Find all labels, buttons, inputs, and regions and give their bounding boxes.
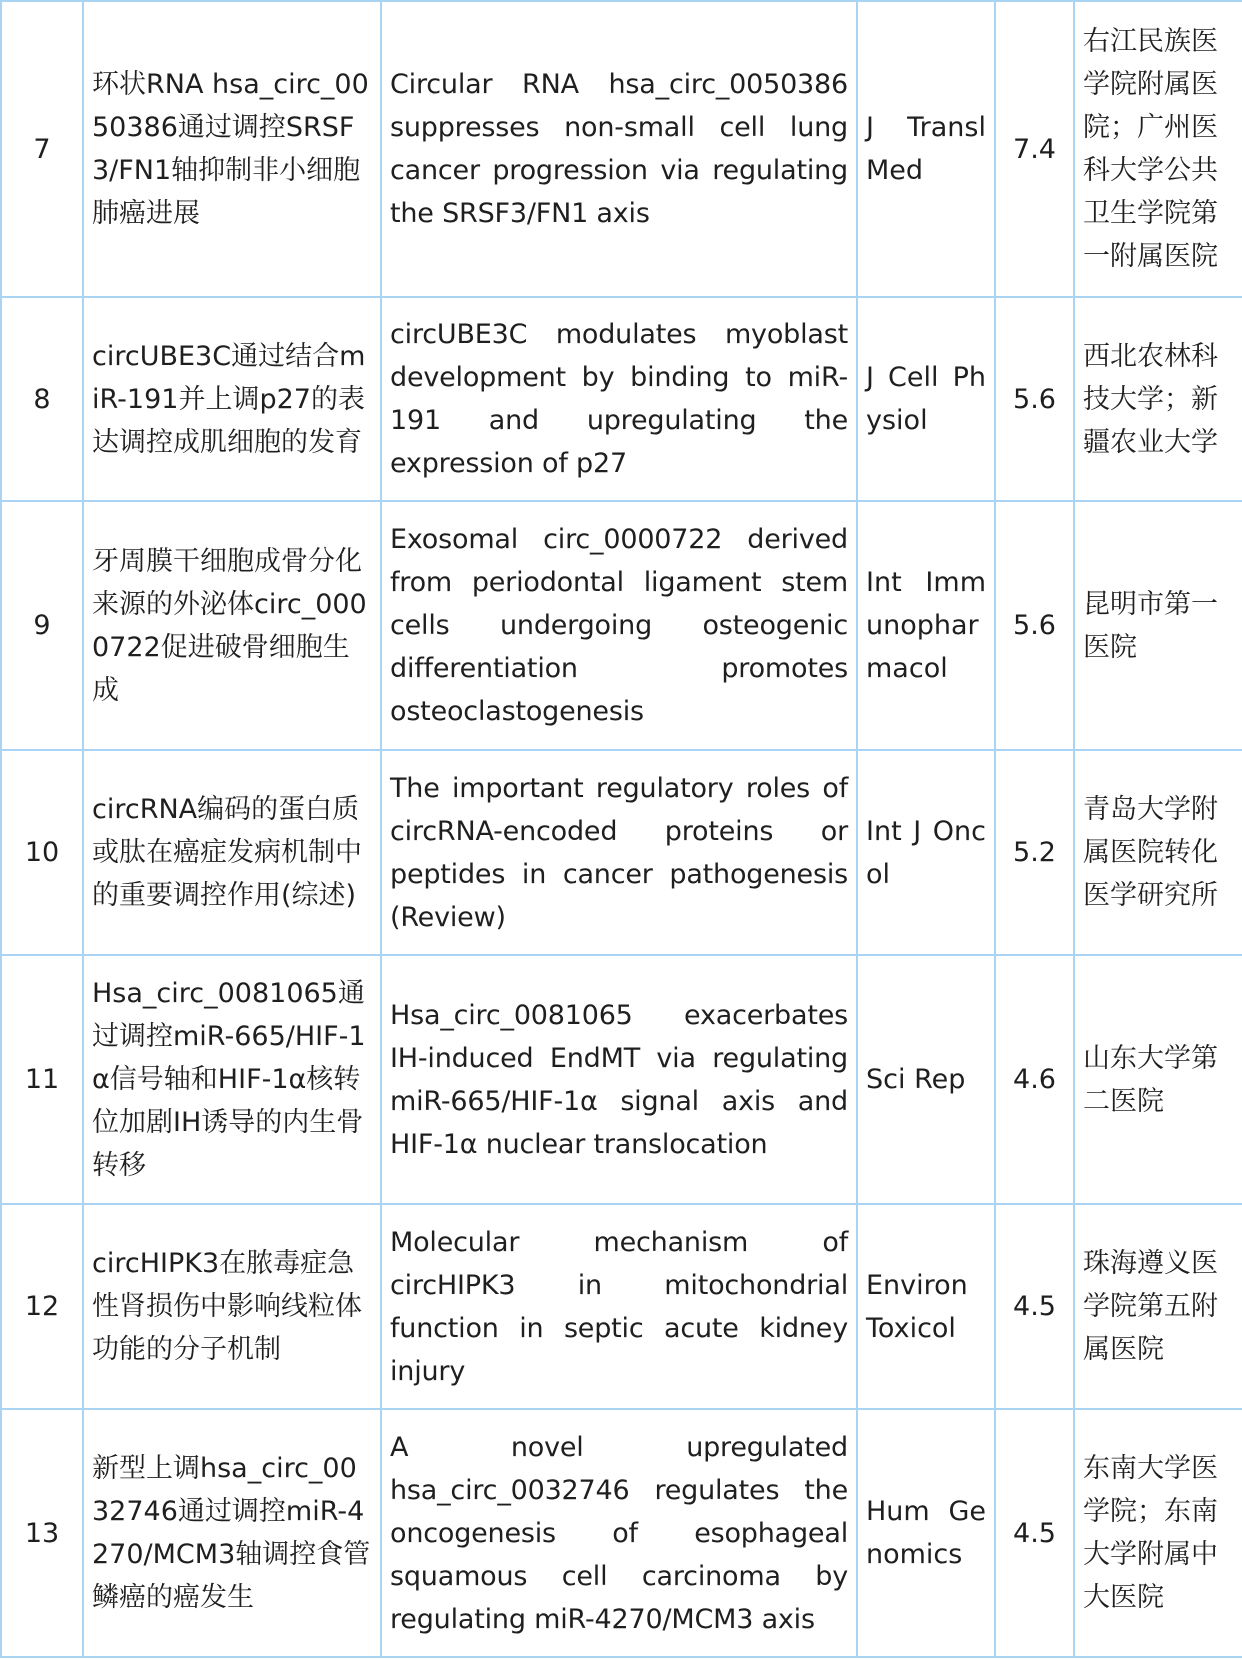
table-row — [1, 750, 1242, 955]
row-number: 11 — [1, 955, 83, 1204]
english-title: Circular RNA hsa_circ_0050386 suppresses non-small cell lung cancer progression via regulating the SRSF3/FN1 axis — [381, 1, 857, 297]
chinese-title: 环状RNA hsa_circ_0050386通过调控SRSF3/FN1轴抑制非小细胞肺癌进展 — [83, 1, 381, 297]
chinese-title: Hsa_circ_0081065通过调控miR-665/HIF-1α信号轴和HIF-1α核转位加剧IH诱导的内生骨转移 — [83, 955, 381, 1204]
journal-name: Int Immunopharmacol — [857, 501, 995, 750]
impact-factor: 5.6 — [995, 297, 1074, 501]
journal-name: Hum Genomics — [857, 1409, 995, 1657]
journal-name: Environ Toxicol — [857, 1204, 995, 1409]
impact-factor: 5.2 — [995, 750, 1074, 955]
english-title: Hsa_circ_0081065 exacerbates IH-induced EndMT via regulating miR-665/HIF-1α signal axis and HIF-1α nuclear translocation — [381, 955, 857, 1204]
journal-name: J Cell Physiol — [857, 297, 995, 501]
english-title: A novel upregulated hsa_circ_0032746 regulates the oncogenesis of esophageal squamous cell carcinoma by regulating miR-4270/MCM3 axis — [381, 1409, 857, 1657]
chinese-title: 牙周膜干细胞成骨分化来源的外泌体circ_0000722促进破骨细胞生成 — [83, 501, 381, 750]
institution: 东南大学医学院；东南大学附属中大医院 — [1074, 1409, 1242, 1657]
row-number: 12 — [1, 1204, 83, 1409]
institution: 西北农林科技大学；新疆农业大学 — [1074, 297, 1242, 501]
row-number: 7 — [1, 1, 83, 297]
journal-name: Sci Rep — [857, 955, 995, 1204]
table-row — [1, 501, 1242, 750]
chinese-title: circUBE3C通过结合miR-191并上调p27的表达调控成肌细胞的发育 — [83, 297, 381, 501]
table-row — [1, 297, 1242, 501]
row-number: 8 — [1, 297, 83, 501]
english-title: circUBE3C modulates myoblast development by binding to miR-191 and upregulating the expression of p27 — [381, 297, 857, 501]
chinese-title: circRNA编码的蛋白质或肽在癌症发病机制中的重要调控作用(综述) — [83, 750, 381, 955]
impact-factor: 4.5 — [995, 1409, 1074, 1657]
row-number: 9 — [1, 501, 83, 750]
table-row — [1, 1409, 1242, 1657]
english-title: The important regulatory roles of circRNA-encoded proteins or peptides in cancer pathogenesis (Review) — [381, 750, 857, 955]
table-row — [1, 1, 1242, 297]
english-title: Exosomal circ_0000722 derived from periodontal ligament stem cells undergoing osteogenic differentiation promotes osteoclastogenesis — [381, 501, 857, 750]
institution: 青岛大学附属医院转化医学研究所 — [1074, 750, 1242, 955]
row-number: 10 — [1, 750, 83, 955]
institution: 珠海遵义医学院第五附属医院 — [1074, 1204, 1242, 1409]
row-number: 13 — [1, 1409, 83, 1657]
table-row — [1, 1204, 1242, 1409]
english-title: Molecular mechanism of circHIPK3 in mitochondrial function in septic acute kidney injury — [381, 1204, 857, 1409]
impact-factor: 4.5 — [995, 1204, 1074, 1409]
journal-name: J Transl Med — [857, 1, 995, 297]
impact-factor: 7.4 — [995, 1, 1074, 297]
chinese-title: circHIPK3在脓毒症急性肾损伤中影响线粒体功能的分子机制 — [83, 1204, 381, 1409]
table-row — [1, 955, 1242, 1204]
institution: 山东大学第二医院 — [1074, 955, 1242, 1204]
impact-factor: 5.6 — [995, 501, 1074, 750]
journal-name: Int J Oncol — [857, 750, 995, 955]
impact-factor: 4.6 — [995, 955, 1074, 1204]
institution: 右江民族医学院附属医院；广州医科大学公共卫生学院第一附属医院 — [1074, 1, 1242, 297]
institution: 昆明市第一医院 — [1074, 501, 1242, 750]
chinese-title: 新型上调hsa_circ_0032746通过调控miR-4270/MCM3轴调控食管鳞癌的癌发生 — [83, 1409, 381, 1657]
